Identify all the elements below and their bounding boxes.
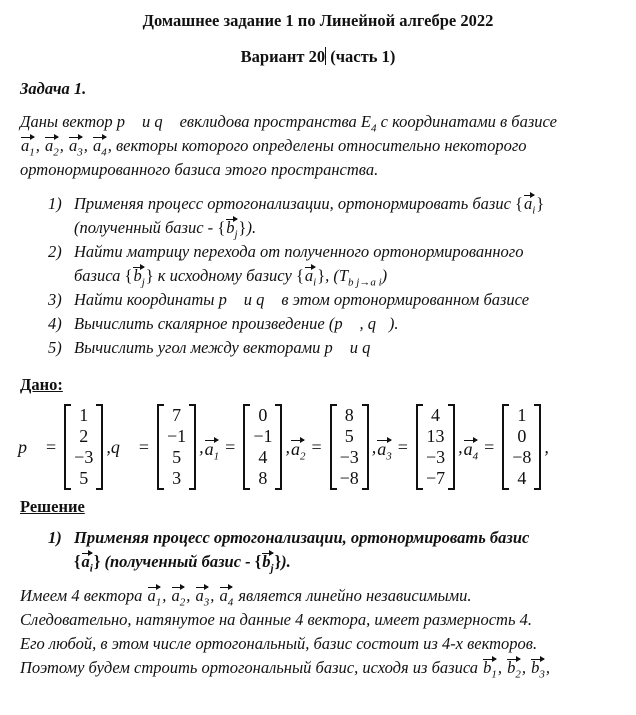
vector-definition [285,404,371,490]
vector-ai: $a_i$ [523,194,536,217]
brace: { [74,552,81,571]
text: p⃗ [116,112,138,131]
vector-a2: $a_2$ [45,136,59,159]
column-matrix [64,404,103,490]
text-line [48,216,628,240]
column-matrix [243,404,282,490]
vector-label: p⃗ [18,436,42,457]
matrix-entry: −7 [425,468,446,488]
subscript: 2 [53,146,59,159]
vector-definition [18,404,106,490]
column-matrix [502,404,541,490]
subscript: 4 [227,596,234,609]
text: базиса [74,266,125,285]
matrix-entry: 3 [172,468,182,488]
list-number: 5) [48,338,62,357]
subscript: j [270,562,274,575]
brace: } [274,552,282,571]
subscript: 1 [213,450,220,463]
vector-a1: $a_1$ [147,586,162,609]
vector-label: $a_1$ [204,438,220,463]
matrix-entry: 5 [79,468,89,488]
vector-label: $a_2$ [290,438,306,463]
text: ). [246,218,257,237]
subscript: 2 [515,668,521,681]
text: Его любой, в этом числе ортогональный, базис состоит из 4-х векторов. [20,634,538,653]
matrix-entry: 0 [258,405,268,425]
matrix-entry: 0 [517,426,527,446]
subscript: j [234,228,238,241]
vector-definition [458,404,549,490]
text: является линейно независимыми. [234,586,472,605]
text: Поэтому будем строить ортогональный базис, исходя из базиса [20,658,483,677]
solution-heading: Решение [20,497,85,516]
text: , векторы которого определены относительно некоторого [107,136,527,155]
text: Применяя процесс ортогонализации, ортонормировать базис [74,528,530,547]
text: , [210,586,219,605]
text: q⃗ [154,112,176,131]
text: , [83,136,92,155]
matrix-entry: −8 [339,468,359,488]
subscript: 4 [101,146,107,159]
task-intro [20,110,628,182]
brace: { [515,194,523,213]
subscript: 1 [491,668,497,681]
text-line [20,134,628,158]
brace: } [317,266,326,285]
matrix-entry: 8 [344,405,354,425]
vector-b3: $b_3$ [531,658,545,681]
list-number: 1) [48,194,62,213]
solution-step-1 [48,526,628,574]
text: и [137,112,155,131]
text: , [59,136,68,155]
text: (полученный базис - [100,552,255,571]
subscript: 3 [77,146,83,159]
brace: { [217,218,226,237]
list-number: 2) [48,242,62,261]
vector-bj: $b_j$ [262,552,274,575]
text: , [497,658,507,677]
text-line [48,526,628,550]
subscript: 2 [179,596,186,609]
text: Применяя процесс ортогонализации, ортонормировать базис [74,194,516,213]
given-heading: Дано: [20,375,63,394]
matrix-entry: 1 [517,405,527,425]
vector-b1: $b_1$ [483,658,497,681]
separator: , [199,436,204,457]
text: , (T [325,266,349,285]
vector-ai: $a_i$ [81,552,93,575]
column-matrix [416,404,455,490]
brace: } [145,266,154,285]
text: Вычислить угол между векторами p⃗ и q⃗ [74,338,384,357]
subscript: i [532,204,536,217]
subscript: b j→a i [348,276,382,289]
brace: { [254,552,262,571]
vector-a4: $a_4$ [93,136,107,159]
vector-bj: $b_j$ [226,218,238,241]
matrix-entry: −1 [253,426,273,446]
vector-label: $a_3$ [377,438,392,463]
subscript: 3 [539,668,545,681]
brace: } [238,218,247,237]
text: ортонормированного базиса этого пространства. [20,160,379,179]
text-line [20,158,628,182]
equals: = [138,436,149,457]
equals: = [311,436,322,457]
text: Найти координаты p⃗ и q⃗ в этом ортонормированном базисе [74,290,530,309]
text: Даны вектор [20,112,117,131]
vector-definition [199,404,285,490]
text: , [545,658,550,677]
text-line [48,240,628,264]
text-line [20,584,628,608]
text-line [48,264,628,288]
separator: , [106,436,111,457]
text: Найти матрицу перехода от полученного ортонормированного [74,242,524,261]
matrix-entry: −3 [339,447,359,467]
list-item [48,240,628,288]
list-number: 4) [48,314,62,333]
vector-a3: $a_3$ [195,586,210,609]
matrix-entry: −3 [425,447,446,467]
subscript: j [141,276,145,289]
text-line [20,656,628,680]
subscript: i [89,562,93,575]
text-line [48,288,628,312]
variant-part: (часть 1) [326,47,396,66]
text: , [521,658,531,677]
vector-ai: $a_i$ [304,266,317,289]
list-item [48,192,628,240]
text: Следовательно, натянутое на данные 4 вектора, имеет размерность 4. [20,610,532,629]
brace: { [295,266,304,285]
vector-definition [106,404,199,490]
text-line [20,110,628,134]
subscript: 4 [472,450,479,463]
text-line [20,608,628,632]
brace: } [93,552,101,571]
brace: { [124,266,133,285]
subscript: 3 [386,450,392,463]
matrix-entry: −8 [512,447,532,467]
trailing-comma: , [544,436,549,457]
text-line [48,312,628,336]
text-line [48,550,628,574]
vector-a1: $a_1$ [21,136,35,159]
matrix-entry: 2 [79,426,89,446]
separator: , [371,436,377,457]
text-line [48,336,628,360]
text: Имеем 4 вектора [20,586,147,605]
text: (полученный базис - [74,218,218,237]
given-vectors [18,404,628,490]
subscript: 2 [299,450,306,463]
matrix-entry: 8 [258,468,268,488]
subscript: 1 [29,146,35,159]
text-line [48,192,628,216]
text: ). [281,552,291,571]
equals: = [46,436,57,457]
matrix-entry: 4 [431,405,441,425]
text: евклидова пространства [175,112,361,131]
text: ) [381,266,388,285]
vector-label: $a_4$ [463,438,479,463]
list-number: 1) [48,528,62,547]
subscript: 1 [155,596,162,609]
vector-definition [372,404,458,490]
matrix-entry: 4 [258,447,268,467]
vector-bj: $b_j$ [133,266,145,289]
separator: , [458,436,463,457]
text: , [186,586,195,605]
text: , [162,586,171,605]
text-line [20,632,628,656]
task-list [20,192,628,360]
solution-paragraph [20,584,628,680]
vector-a3: $a_3$ [69,136,83,159]
matrix-entry: −1 [167,426,187,446]
subscript: 4 [371,122,377,135]
text: , [35,136,44,155]
document-title: Домашнее задание 1 по Линейной алгебре 2022 [142,11,494,30]
list-item [48,288,628,312]
vector-a2: $a_2$ [171,586,186,609]
equals: = [484,436,495,457]
list-item [48,336,628,360]
subscript: 3 [203,596,210,609]
text: E [360,112,372,131]
list-item [48,312,628,336]
text: Вычислить скалярное произведение (p⃗ , q⃗). [74,314,399,333]
matrix-entry: −3 [74,447,94,467]
matrix-entry: 13 [426,426,445,446]
text: к исходному базису [153,266,296,285]
brace: } [536,194,545,213]
subscript: i [313,276,317,289]
vector-a4: $a_4$ [219,586,234,609]
matrix-entry: 7 [172,405,182,425]
matrix-entry: 4 [517,468,527,488]
separator: , [285,436,290,457]
equals: = [225,436,236,457]
equals: = [397,436,408,457]
matrix-entry: 1 [79,405,89,425]
variant-label: Вариант 20 [240,47,326,66]
list-number: 3) [48,290,62,309]
column-matrix [330,404,369,490]
variant-title [0,46,636,68]
vector-label: q⃗ [110,436,134,457]
text: с координатами в базисе [376,112,557,131]
matrix-entry: 5 [344,426,354,446]
vector-b2: $b_2$ [507,658,521,681]
column-matrix [157,404,196,490]
matrix-entry: 5 [172,447,182,467]
task-heading: Задача 1. [20,79,87,98]
